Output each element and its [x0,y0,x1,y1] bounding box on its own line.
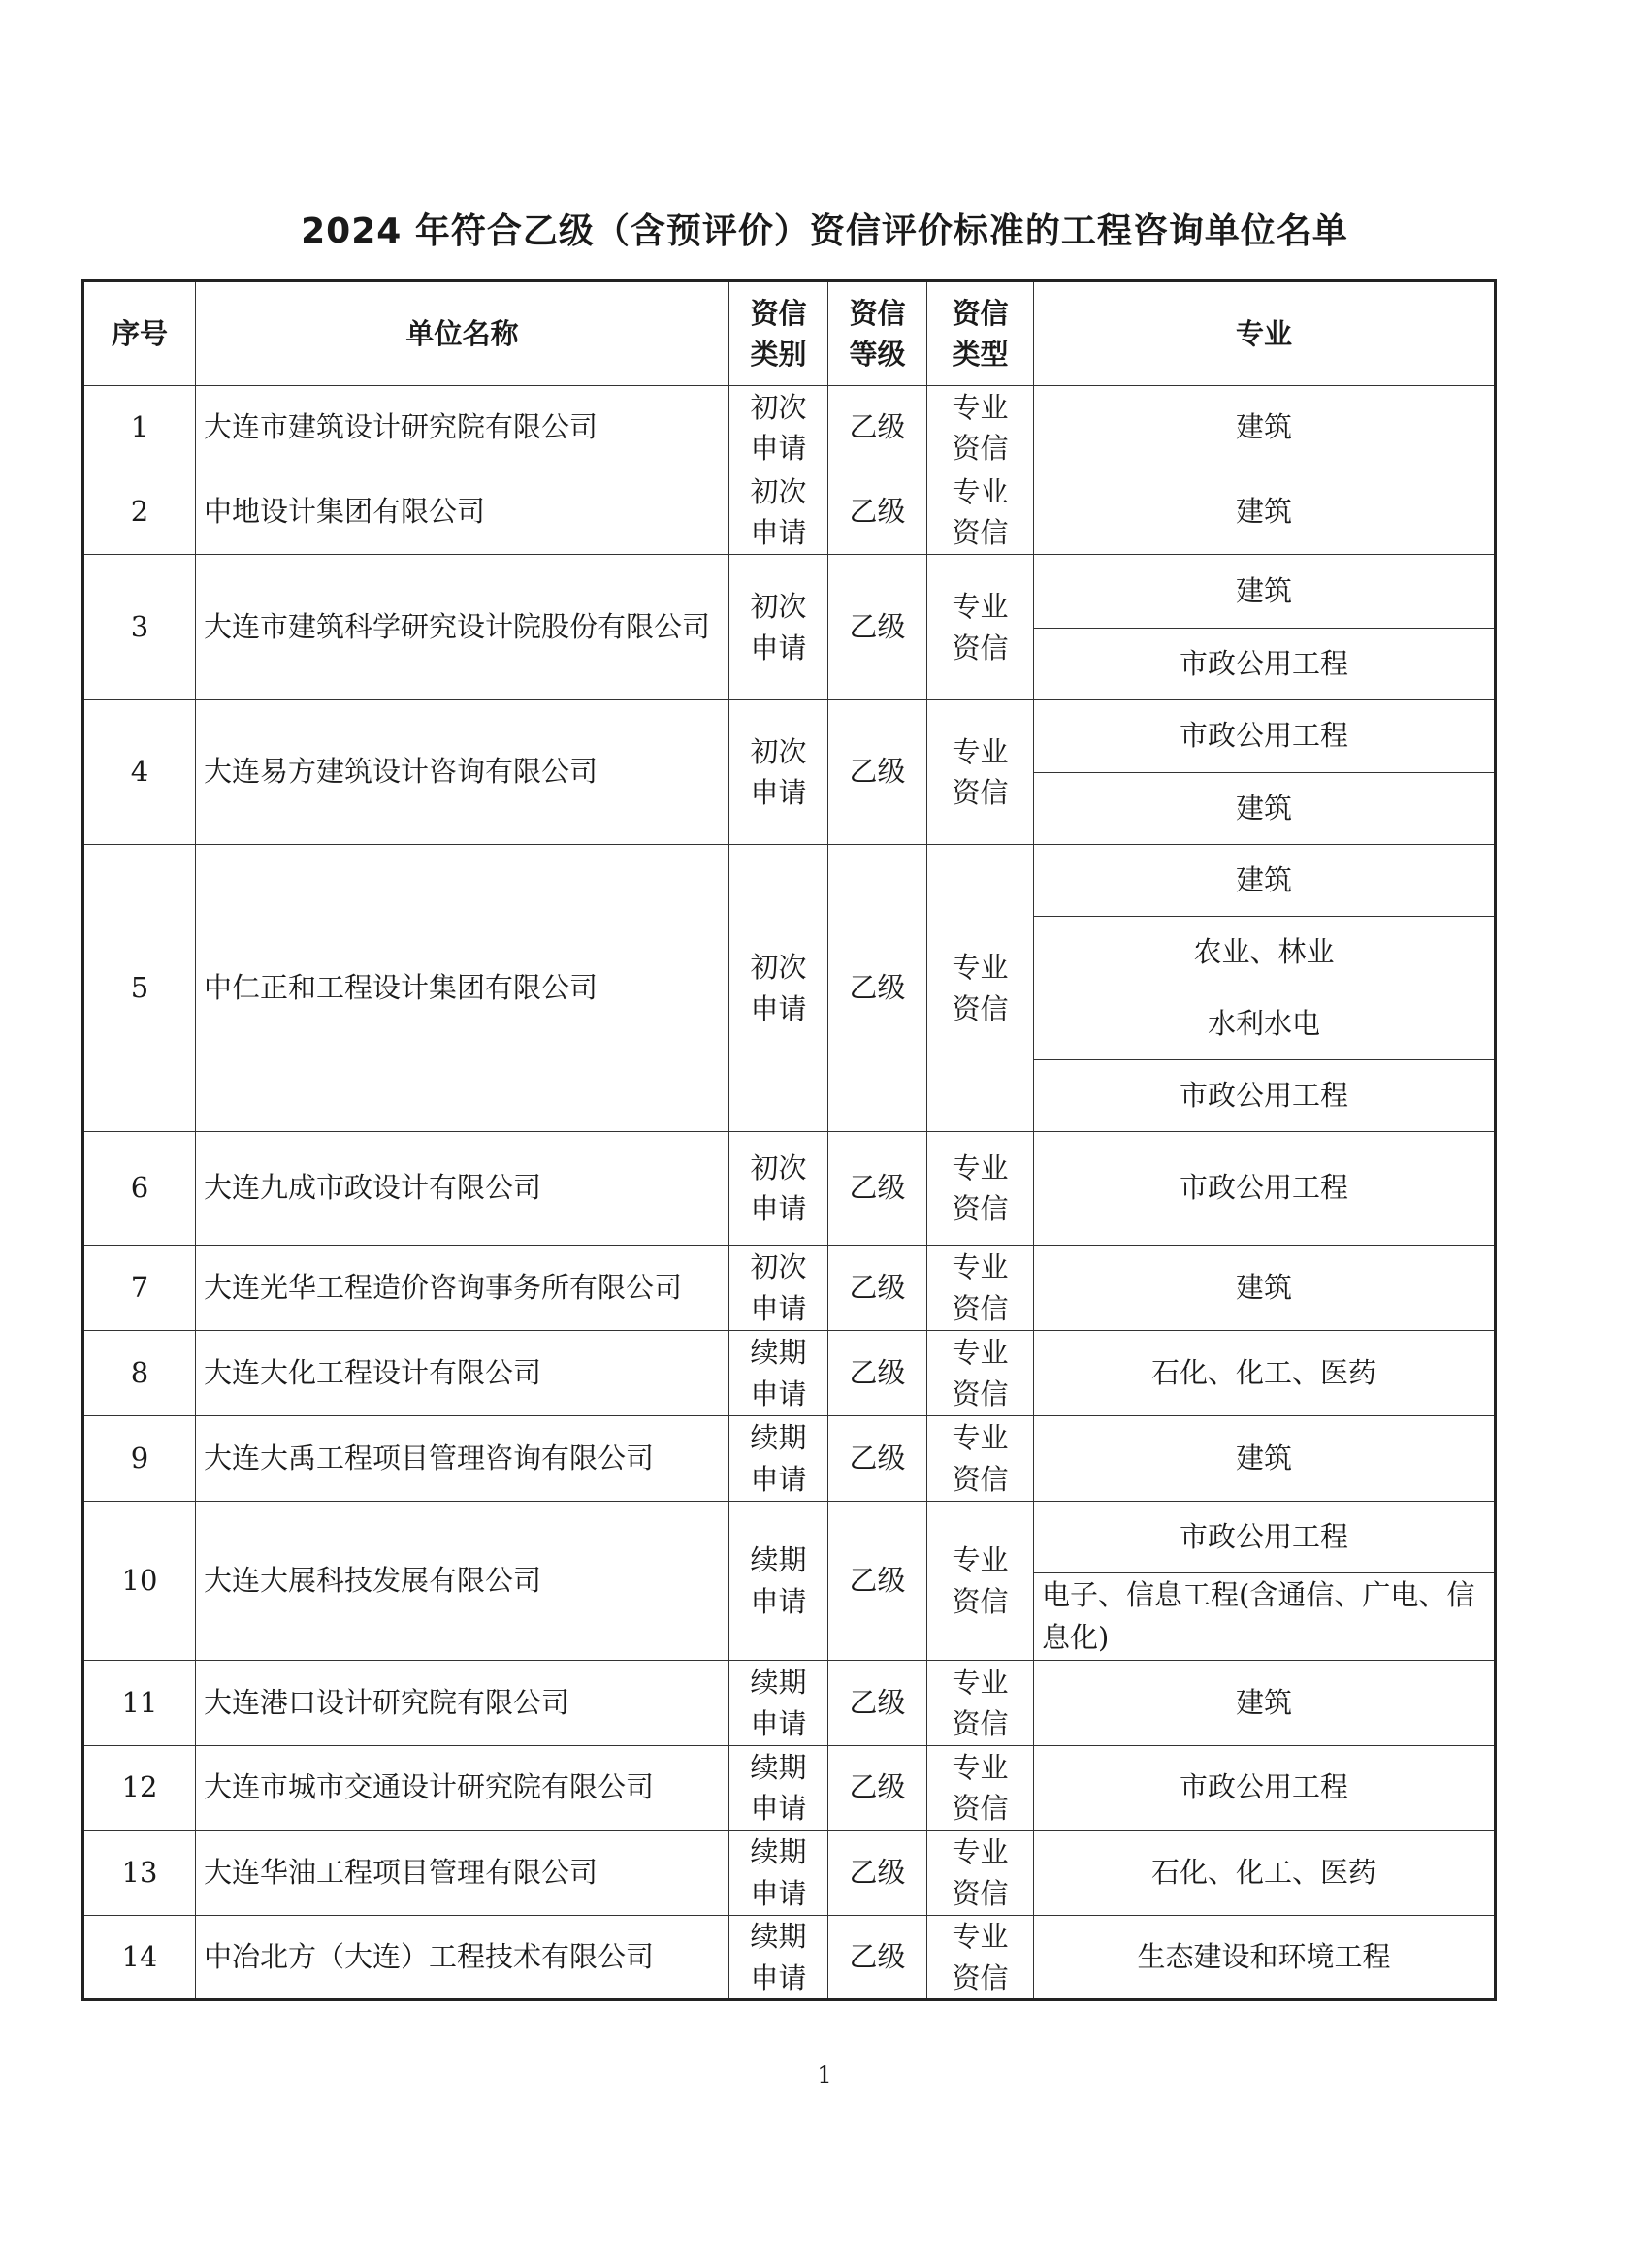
row-specialty: 生态建设和环境工程 [1034,1916,1496,2000]
page-number: 1 [817,2061,832,2089]
row-grade: 乙级 [828,1132,927,1246]
unit-name: 大连港口设计研究院有限公司 [196,1661,729,1746]
row-category: 续期 申请 [729,1502,828,1661]
table-row [83,1661,1496,1746]
unit-name: 大连市城市交通设计研究院有限公司 [196,1746,729,1831]
unit-name: 中冶北方（大连）工程技术有限公司 [196,1916,729,2000]
header-grade: 资信 等级 [828,281,927,386]
row-specialty: 市政公用工程 [1034,1132,1496,1246]
row-type: 专业 资信 [927,700,1034,845]
header-seq: 序号 [83,281,196,386]
row-type: 专业 资信 [927,1916,1034,2000]
unit-name: 大连大展科技发展有限公司 [196,1502,729,1661]
row-specialty: 市政公用工程 [1034,1746,1496,1831]
row-type: 专业 资信 [927,1661,1034,1746]
row-number: 12 [83,1746,196,1831]
row-number: 8 [83,1331,196,1416]
row-grade: 乙级 [828,1831,927,1916]
row-grade: 乙级 [828,1331,927,1416]
qualification-table [81,279,1497,2001]
unit-name: 大连华油工程项目管理有限公司 [196,1831,729,1916]
row-type: 专业 资信 [927,1246,1034,1331]
row-type: 专业 资信 [927,555,1034,700]
header-specialty: 专业 [1034,281,1496,386]
unit-name: 大连光华工程造价咨询事务所有限公司 [196,1246,729,1331]
row-specialty: 建筑 [1034,1661,1496,1746]
row-specialty: 石化、化工、医药 [1034,1831,1496,1916]
header-category: 资信 类别 [729,281,828,386]
row-type: 专业 资信 [927,1416,1034,1502]
header-name: 单位名称 [196,281,729,386]
unit-name: 大连九成市政设计有限公司 [196,1132,729,1246]
table-row [83,700,1496,773]
row-specialty: 建筑 [1034,845,1496,917]
table-row [83,1416,1496,1502]
row-category: 初次 申请 [729,470,828,555]
table-row [83,1331,1496,1416]
row-grade: 乙级 [828,386,927,470]
row-number: 7 [83,1246,196,1331]
row-category: 续期 申请 [729,1331,828,1416]
unit-name: 大连大化工程设计有限公司 [196,1331,729,1416]
unit-name: 中地设计集团有限公司 [196,470,729,555]
table-row [83,1746,1496,1831]
header-type: 资信 类型 [927,281,1034,386]
row-number: 13 [83,1831,196,1916]
row-specialty: 建筑 [1034,1416,1496,1502]
row-type: 专业 资信 [927,845,1034,1132]
row-specialty: 农业、林业 [1034,917,1496,988]
row-number: 3 [83,555,196,700]
row-grade: 乙级 [828,555,927,700]
row-number: 10 [83,1502,196,1661]
row-type: 专业 资信 [927,1746,1034,1831]
row-grade: 乙级 [828,1416,927,1502]
table-header [83,281,1496,386]
row-number: 5 [83,845,196,1132]
row-grade: 乙级 [828,1916,927,2000]
row-specialty: 建筑 [1034,470,1496,555]
page-title: 2024 年符合乙级（含预评价）资信评价标准的工程咨询单位名单 [301,211,1348,251]
row-category: 初次 申请 [729,845,828,1132]
row-grade: 乙级 [828,845,927,1132]
unit-name: 大连大禹工程项目管理咨询有限公司 [196,1416,729,1502]
row-category: 初次 申请 [729,1246,828,1331]
row-grade: 乙级 [828,1502,927,1661]
unit-name: 大连易方建筑设计咨询有限公司 [196,700,729,845]
row-category: 续期 申请 [729,1916,828,2000]
row-number: 2 [83,470,196,555]
row-category: 初次 申请 [729,700,828,845]
table-row [83,1916,1496,2000]
row-category: 初次 申请 [729,1132,828,1246]
row-category: 续期 申请 [729,1746,828,1831]
row-specialty: 建筑 [1034,773,1496,845]
row-specialty: 建筑 [1034,1246,1496,1331]
row-specialty: 市政公用工程 [1034,1502,1496,1573]
row-number: 14 [83,1916,196,2000]
row-number: 11 [83,1661,196,1746]
unit-name: 大连市建筑设计研究院有限公司 [196,386,729,470]
table-row [83,845,1496,917]
table-row [83,555,1496,629]
row-grade: 乙级 [828,470,927,555]
row-number: 6 [83,1132,196,1246]
row-grade: 乙级 [828,1661,927,1746]
row-grade: 乙级 [828,1746,927,1831]
row-type: 专业 资信 [927,470,1034,555]
row-category: 续期 申请 [729,1661,828,1746]
row-specialty: 建筑 [1034,386,1496,470]
row-specialty: 电子、信息工程(含通信、广电、信息化) [1034,1573,1496,1661]
row-category: 初次 申请 [729,386,828,470]
row-specialty: 市政公用工程 [1034,629,1496,700]
table-row [83,1831,1496,1916]
row-type: 专业 资信 [927,386,1034,470]
row-number: 4 [83,700,196,845]
row-type: 专业 资信 [927,1331,1034,1416]
unit-name: 中仁正和工程设计集团有限公司 [196,845,729,1132]
table-row [83,1246,1496,1331]
row-specialty: 市政公用工程 [1034,700,1496,773]
row-category: 初次 申请 [729,555,828,700]
row-number: 9 [83,1416,196,1502]
row-type: 专业 资信 [927,1502,1034,1661]
table-row [83,470,1496,555]
row-category: 续期 申请 [729,1416,828,1502]
row-type: 专业 资信 [927,1132,1034,1246]
unit-name: 大连市建筑科学研究设计院股份有限公司 [196,555,729,700]
row-specialty: 石化、化工、医药 [1034,1331,1496,1416]
row-specialty: 水利水电 [1034,988,1496,1060]
row-type: 专业 资信 [927,1831,1034,1916]
row-number: 1 [83,386,196,470]
table-row [83,1502,1496,1573]
row-specialty: 市政公用工程 [1034,1060,1496,1132]
table-row [83,386,1496,470]
row-specialty: 建筑 [1034,555,1496,629]
row-grade: 乙级 [828,1246,927,1331]
row-category: 续期 申请 [729,1831,828,1916]
row-grade: 乙级 [828,700,927,845]
table-row [83,1132,1496,1246]
